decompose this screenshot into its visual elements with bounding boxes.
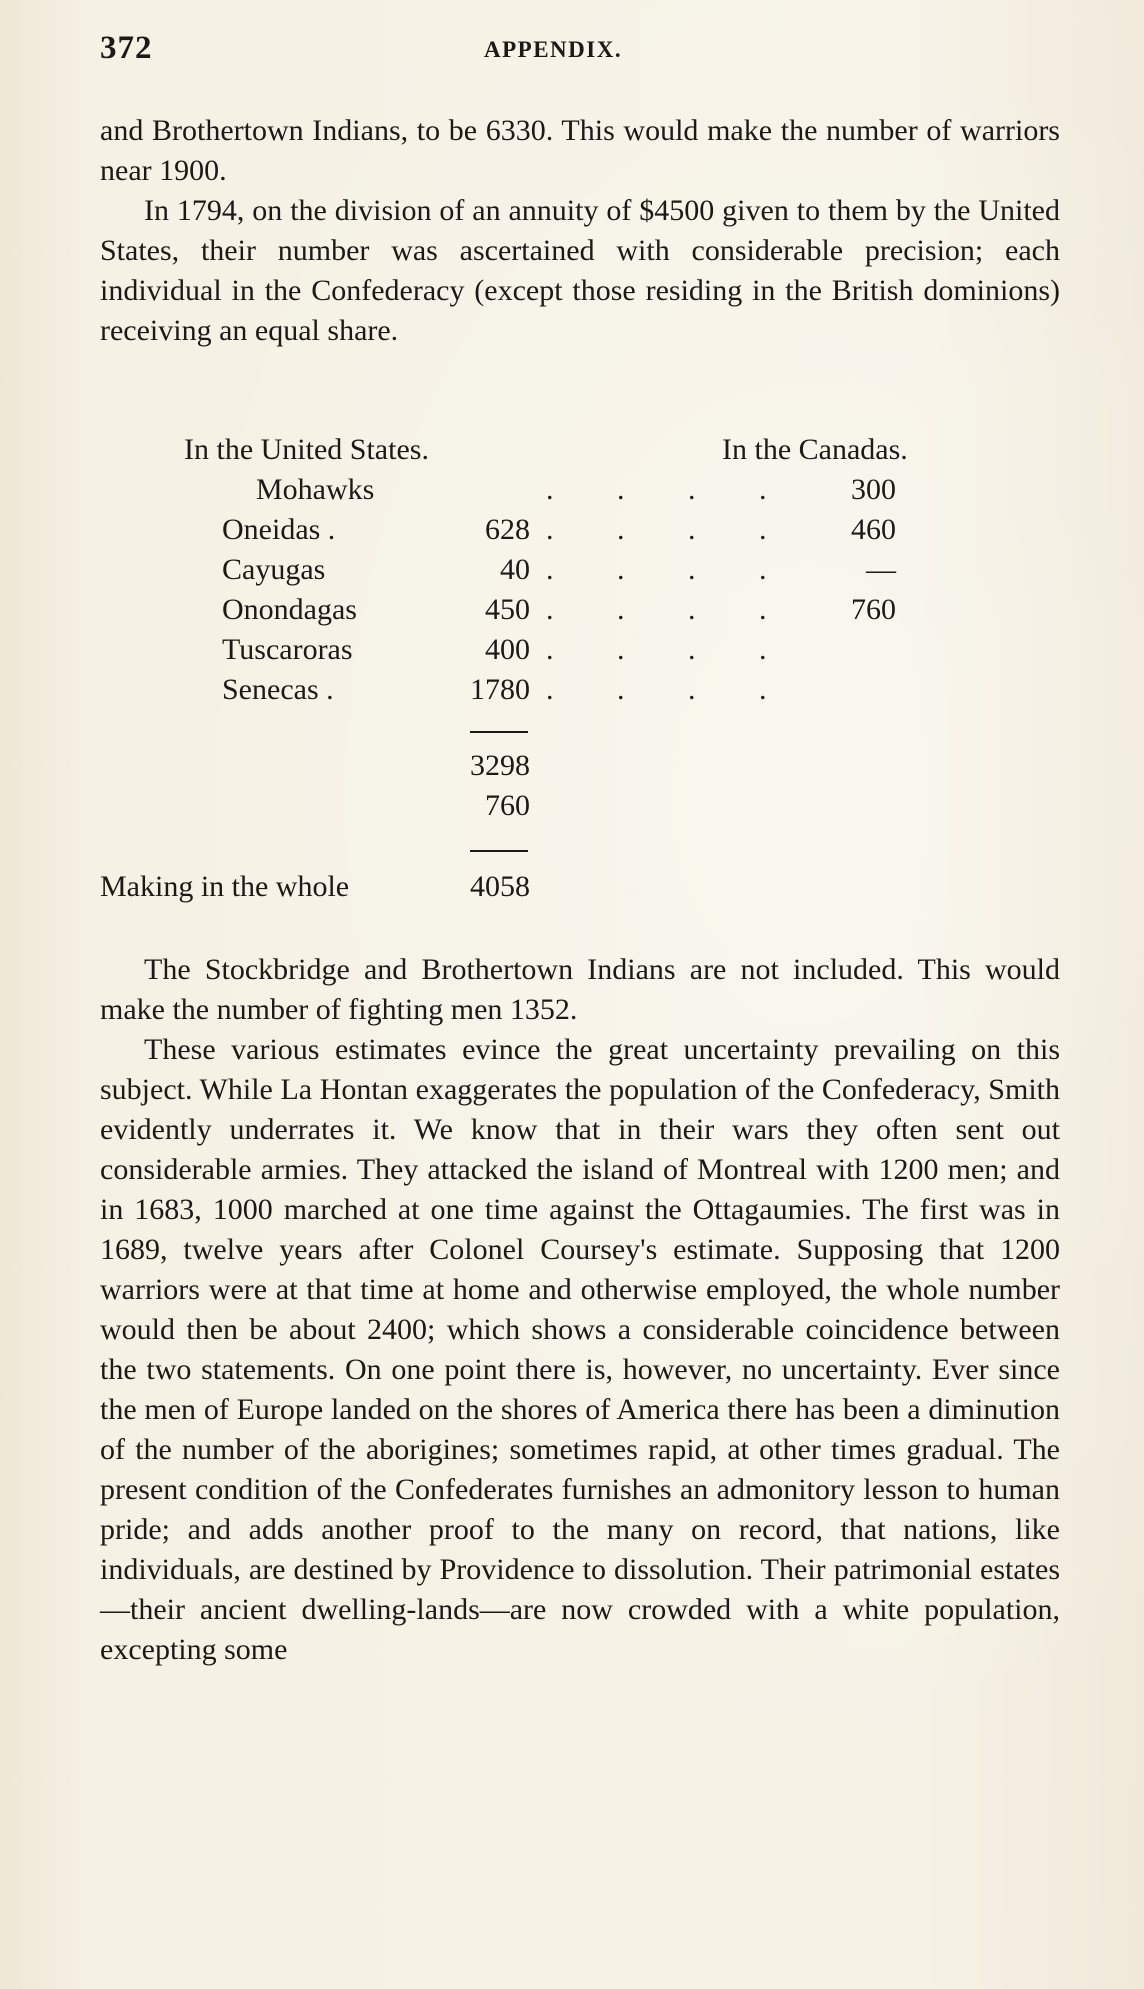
table-leader-dots: . . . .	[546, 473, 795, 506]
table-subtotal: 3298	[470, 749, 530, 782]
running-head: APPENDIX.	[484, 37, 623, 62]
table-leader-dots: . . . .	[546, 633, 795, 666]
sum-rule	[470, 850, 528, 852]
table-us-value: 1780	[470, 673, 530, 706]
table-us-value: 450	[485, 593, 530, 626]
paragraph-2: In 1794, on the division of an annuity of $4500 given to them by the United States, their number was ascertained with considerable precision; each individual in the Confederacy (except those residing in the British dominions) receiving an equal share.	[100, 194, 1060, 347]
table-heading-canada: In the Canadas.	[722, 433, 908, 466]
table-canada-value: 460	[851, 513, 896, 546]
table-nation: Tuscaroras	[222, 633, 353, 666]
table-us-value: 628	[485, 513, 530, 546]
paragraph-1: and Brothertown Indians, to be 6330. This would make the number of warriors near 1900.	[100, 114, 1060, 187]
table-nation: Onondagas	[222, 593, 357, 626]
table-canada-total: 760	[485, 789, 530, 822]
table-us-value: 400	[485, 633, 530, 666]
table-nation: Mohawks	[256, 473, 375, 506]
table-leader-dots: . . . .	[546, 513, 795, 546]
table-heading-us: In the United States.	[184, 433, 429, 466]
table-nation: Cayugas	[222, 553, 326, 586]
table-whole-total: 4058	[470, 870, 530, 903]
table-leader-dots: . . . .	[546, 593, 795, 626]
table-canada-value: 760	[851, 593, 896, 626]
paragraph-4: These various estimates evince the great uncertainty prevailing on this subject. While La Hontan exaggerates the population of the Confederacy, Smith evidently underrates it. We know that in their wars they often sent out considerable armies. They attacked the island of Montreal with 1200 men; and in 1683, 1000 marched at one time against the Ottagaumies. The first was in 1689, twelve years after Colonel Coursey's estimate. Supposing that 1200 warriors were at that time at home and otherwise employed, the whole number would then be about 2400; which shows a considerable coincidence between the two statements. On one point there is, however, no uncertainty. Ever since the men of Europe landed on the shores of America there has been a diminution of the number of the aborigines; sometimes rapid, at other times gradual. The present condition of the Confederates furnishes an admonitory lesson to human pride; and adds another proof to the many on record, that nations, like individuals, are destined by Providence to dissolution. Their patrimonial estates—their ancient dwelling-lands—are now crowded with a white population, excepting some	[100, 1033, 1060, 1666]
page-number: 372	[100, 30, 153, 66]
table-leader-dots: . . . .	[546, 553, 795, 586]
table-nation: Senecas .	[222, 673, 334, 706]
page-header	[100, 30, 1060, 80]
table-us-value: 40	[500, 553, 530, 586]
table-nation: Oneidas .	[222, 513, 336, 546]
table-whole-label: Making in the whole	[100, 870, 350, 903]
sum-rule	[470, 731, 528, 733]
table-leader-dots: . . . .	[546, 673, 795, 706]
table-canada-value: —	[866, 553, 896, 586]
table-canada-value: 300	[851, 473, 896, 506]
paragraph-3: The Stockbridge and Brothertown Indians are not included. This would make the number of fighting men 1352.	[100, 953, 1060, 1026]
